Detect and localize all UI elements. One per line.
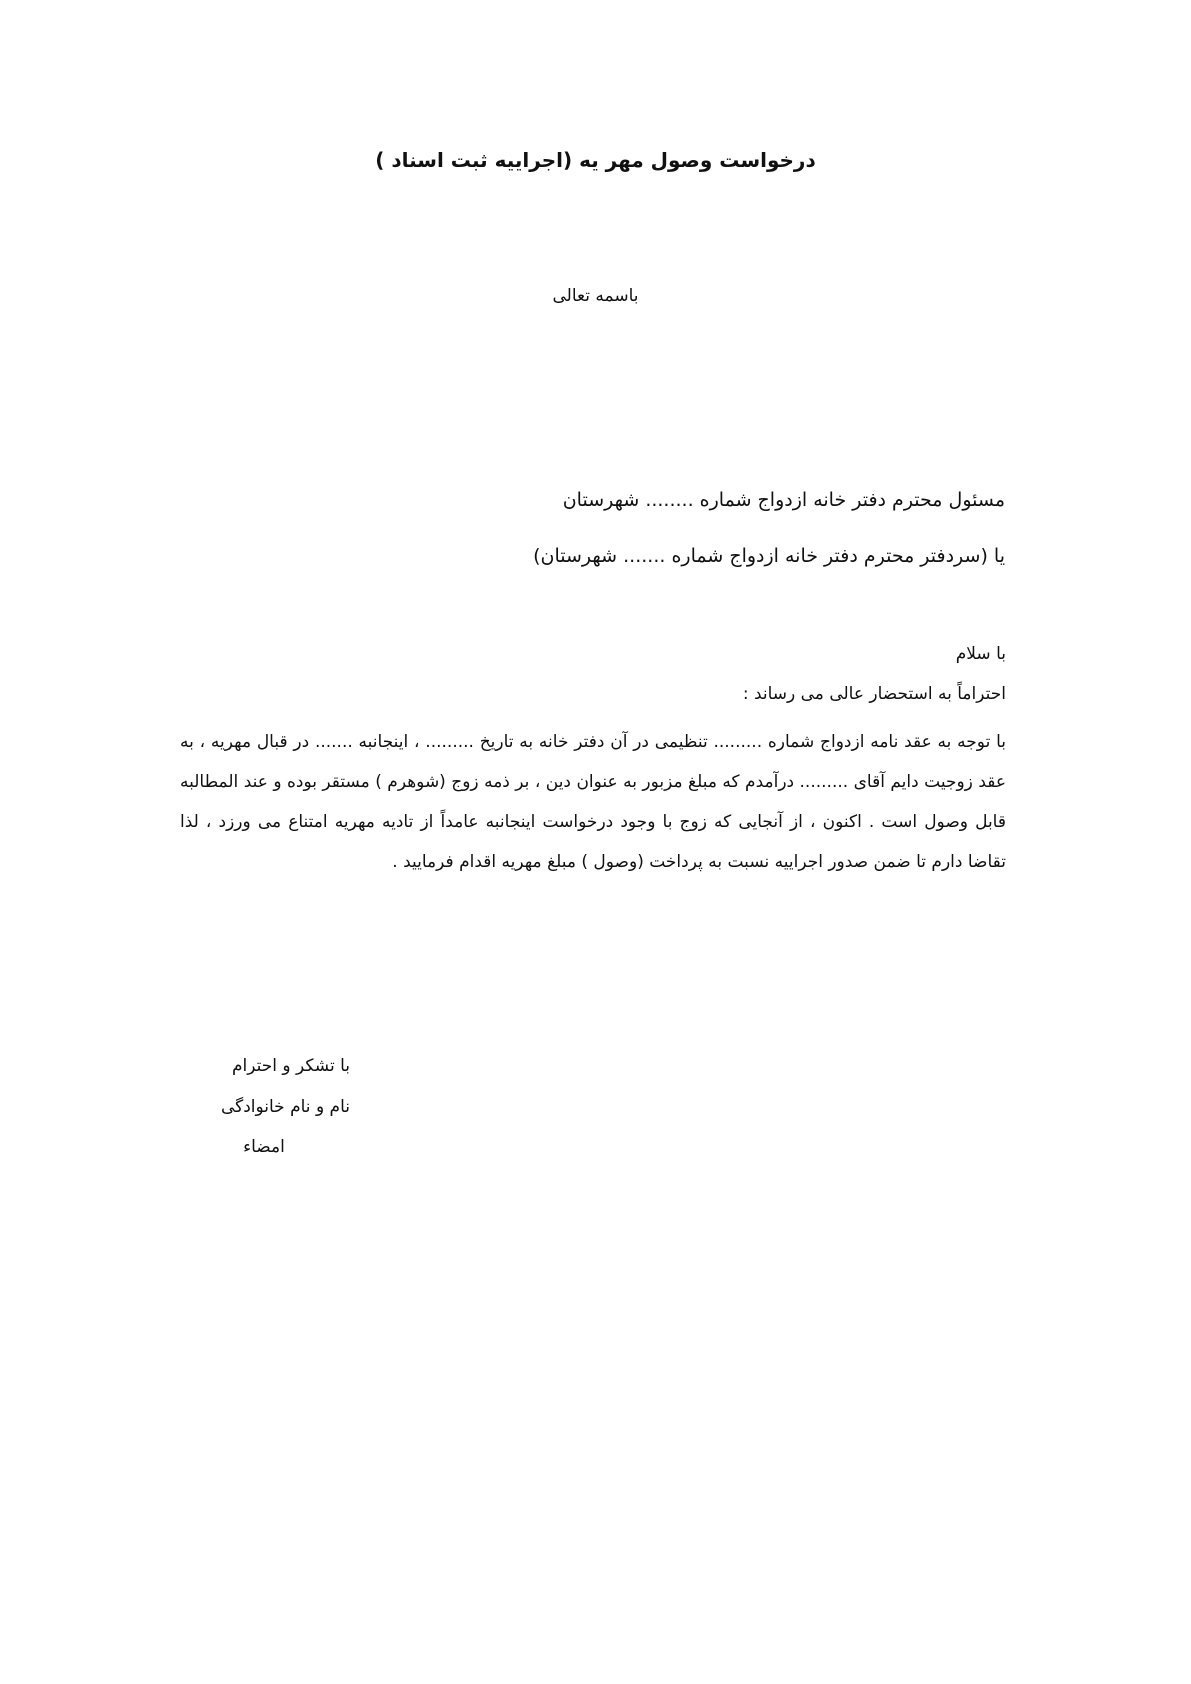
addressee-line-2: یا (سردفتر محترم دفتر خانه ازدواج شماره ....... شهرستان) — [533, 545, 1005, 567]
respect-line: احتراماً به استحضار عالی می رساند : — [742, 684, 1006, 704]
closing-name-field: نام و نام خانوادگی — [220, 1097, 350, 1117]
bismillah-heading: باسمه تعالی — [552, 286, 639, 306]
closing-thanks: با تشکر و احترام — [232, 1056, 350, 1076]
addressee-line-1: مسئول محترم دفتر خانه ازدواج شماره ........ شهرستان — [562, 489, 1005, 511]
document-title: درخواست وصول مهر یه (اجراییه ثبت اسناد ) — [375, 148, 816, 172]
request-paragraph: با توجه به عقد نامه ازدواج شماره ......... تنظیمی در آن دفتر خانه به تاریخ ......... ، اینجانبه ....... در قبال مهریه ، به عقد زوجیت دایم آقای ......... درآمدم که مبلغ مزبور به عنوان دین ، بر ذمه زوج (شوهرم ) مستقر بوده و عند المطالبه قابل وصول است . اکنون ، از آنجایی که زوج با وجود درخواست اینجانبه عامداً از تادیه مهریه امتناع می ورزد ، لذا تقاضا دارم تا ضمن صدور اجراییه نسبت به پرداخت (وصول ) مبلغ مهریه اقدام فرمایید . — [180, 732, 1006, 872]
greeting: با سلام — [955, 644, 1006, 664]
closing-signature-field: امضاء — [243, 1137, 285, 1157]
